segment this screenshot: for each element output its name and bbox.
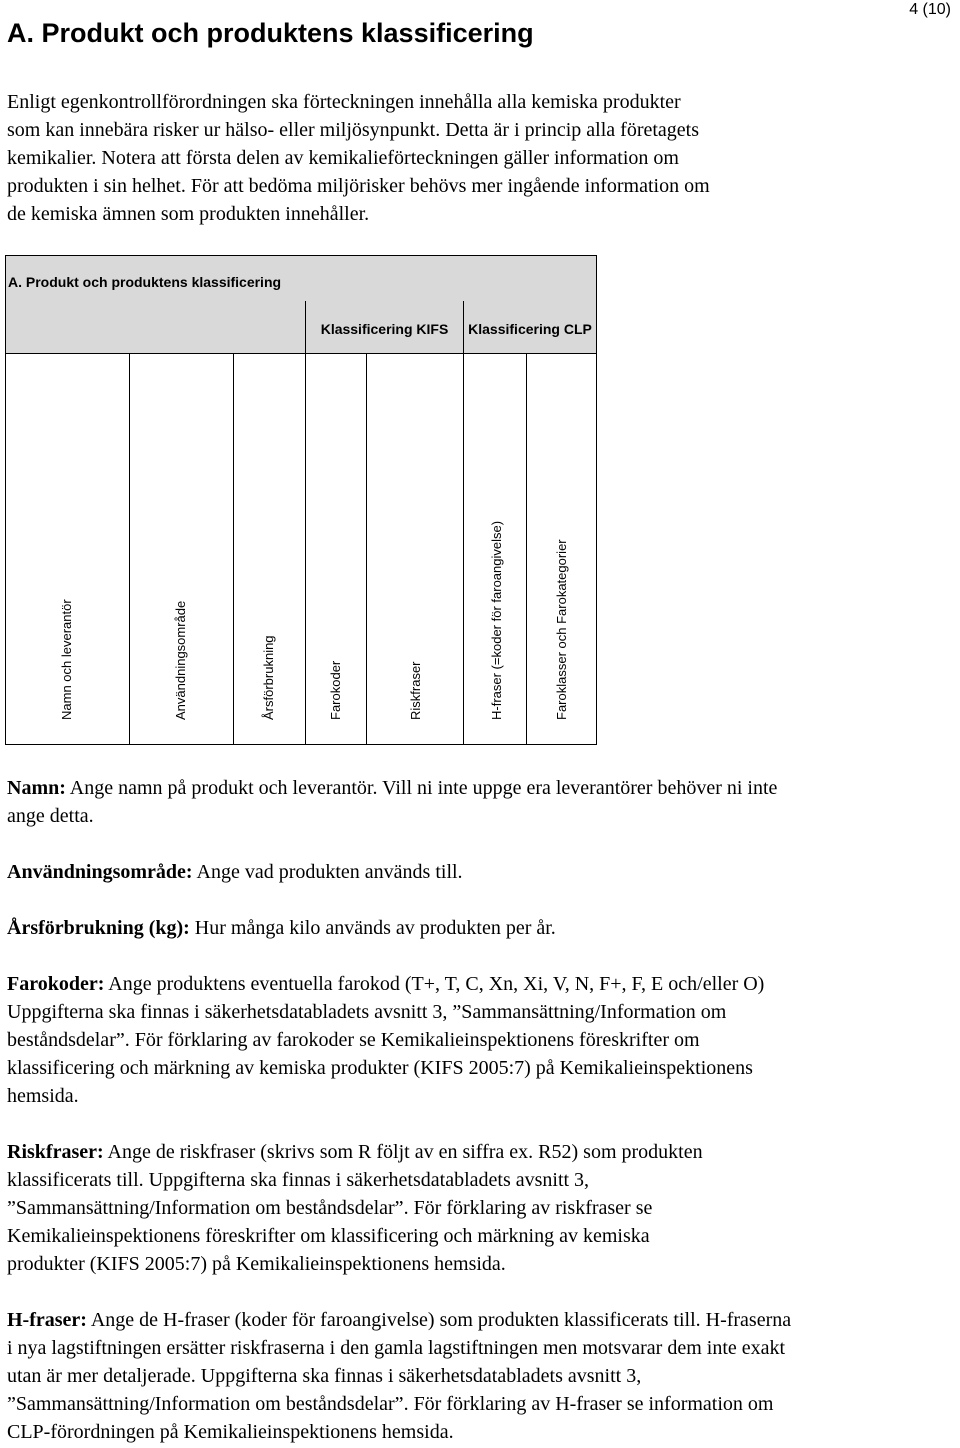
intro-line: som kan innebära risker ur hälso- eller miljösynpunkt. Detta är i princip alla företagets: [7, 119, 700, 141]
explanation-namn: Namn: Ange namn på produkt och leverantör. Vill ni inte uppge era leverantörer behöver ni inte ange detta.: [7, 777, 778, 827]
intro-line: kemikalier. Notera att första delen av kemikalieförteckningen gäller information om: [7, 147, 679, 169]
column-divider: [305, 353, 306, 744]
form-header: [6, 256, 596, 354]
group-label-kifs: Klassificering KIFS: [305, 301, 463, 353]
explanation-h-fraser: H-fraser: Ange de H-fraser (koder för faroangivelse) som produkten klassificerats till. H-fraserna i nya lagstiftningen ersätter riskfraserna i den gamla lagstiftningen men motsvarar dem inte exakt utan är mer detaljerade. Uppgifterna ska finnas i säkerhetsdatabladets avsnitt 3, ”Sammansättning/Information om beståndsdelar”. För förklaring av H-fraser se information om CLP-förordningen på Kemikalieinspektionens hemsida.: [7, 1309, 792, 1443]
chemical-form-table: A. Produkt och produktens klassificering Klassificering KIFS Klassificering CLP Namn och leverantör Användningsområde Årsförbrukning Farokoder Riskfraser H-fraser (=koder för faroangivelse) Faroklasser och Farokategorier: [5, 255, 597, 745]
page-title: A. Produkt och produktens klassificering: [7, 18, 534, 48]
intro-paragraph: [7, 88, 907, 228]
group-label-clp: Klassificering CLP: [463, 301, 596, 353]
column-divider: [526, 353, 527, 744]
explanation-farokoder: Farokoder: Ange produktens eventuella farokod (T+, T, C, Xn, Xi, V, N, F+, F, E och/eller O) Uppgifterna ska finnas i säkerhetsdatabladets avsnitt 3, ”Sammansättning/Information om beståndsdelar”. För förklaring av farokoder se Kemikalieinspektionens föreskrifter om klassificering och märkning av kemiska produkter (KIFS 2005:7) på Kemikalieinspektionens hemsida.: [7, 973, 765, 1107]
intro-line: Enligt egenkontrollförordningen ska förteckningen innehålla alla kemiska produkter: [7, 91, 681, 113]
column-divider: [366, 353, 367, 744]
column-divider: [129, 353, 130, 744]
intro-line: produkten i sin helhet. För att bedöma miljörisker behövs mer ingående information om: [7, 175, 710, 197]
explanation-riskfraser: Riskfraser: Ange de riskfraser (skrivs som R följt av en siffra ex. R52) som produkten klassificerats till. Uppgifterna ska finnas i säkerhetsdatabladets avsnitt 3, ”Sammansättning/Information om beståndsdelar”. För förklaring av riskfraser se Kemikalieinspektionens föreskrifter om klassificering och märkning av kemiska produkter (KIFS 2005:7) på Kemikalieinspektionens hemsida.: [7, 1141, 703, 1275]
form-title: A. Produkt och produktens klassificering: [8, 274, 282, 290]
intro-line: de kemiska ämnen som produkten innehåller.: [7, 203, 370, 225]
explanation-arsforbrukning: Årsförbrukning (kg): Hur många kilo används av produkten per år.: [7, 917, 556, 939]
page-number: 4 (10): [909, 1, 951, 18]
column-divider: [463, 353, 464, 744]
explanation-anvandningsomrade: Användningsområde: Ange vad produkten används till.: [7, 861, 463, 883]
column-divider: [233, 353, 234, 744]
